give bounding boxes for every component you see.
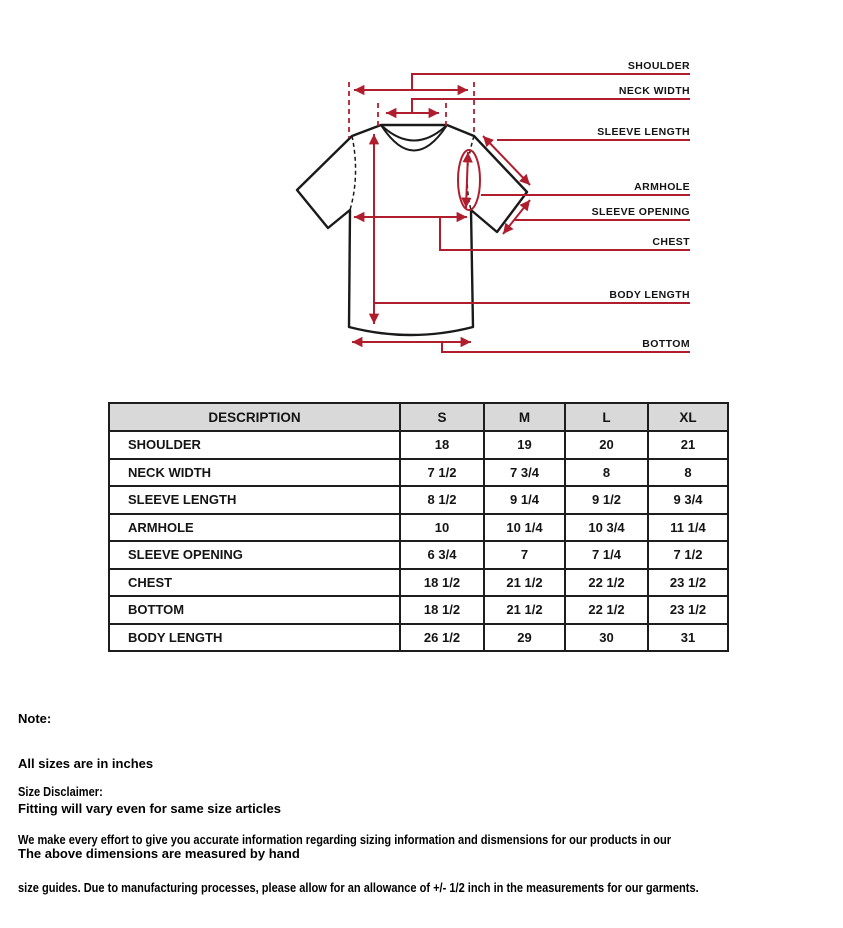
value-cell: 7 1/2	[648, 541, 728, 569]
value-cell: 9 1/4	[484, 486, 565, 514]
row-label-cell: CHEST	[109, 569, 400, 597]
value-cell: 23 1/2	[648, 569, 728, 597]
header-size-xl: XL	[648, 403, 728, 431]
disclaimer-line: We make every effort to give you accurate information regarding sizing information and dismensions for our products in our	[18, 832, 672, 847]
value-cell: 18 1/2	[400, 569, 484, 597]
table-row	[109, 624, 728, 652]
value-cell: 18 1/2	[400, 596, 484, 624]
value-cell: 22 1/2	[565, 596, 648, 624]
table-row	[109, 431, 728, 459]
note-line: The above dimensions are measured by hand	[18, 846, 300, 861]
disclaimer-line: size guides. Due to manufacturing processes, please allow for an allowance of +/- 1/2 inch in the measurements for our garments.	[18, 880, 699, 895]
value-cell: 10 1/4	[484, 514, 565, 542]
size-disclaimer-section	[18, 752, 843, 928]
note-line: All sizes are in inches	[18, 756, 154, 771]
disclaimer-title: Size Disclaimer:	[18, 784, 103, 799]
value-cell: 9 3/4	[648, 486, 728, 514]
armhole-seams	[350, 136, 474, 210]
value-cell: 22 1/2	[565, 569, 648, 597]
row-label-cell: SLEEVE LENGTH	[109, 486, 400, 514]
row-label-cell: BOTTOM	[109, 596, 400, 624]
sleeve-length-arrow	[483, 136, 530, 185]
table-row	[109, 569, 728, 597]
row-label-cell: NECK WIDTH	[109, 459, 400, 487]
collar-outer-arc	[381, 125, 447, 151]
header-size-s: S	[400, 403, 484, 431]
neck-width-leader	[412, 99, 690, 112]
value-cell: 26 1/2	[400, 624, 484, 652]
row-label-cell: BODY LENGTH	[109, 624, 400, 652]
value-cell: 8	[565, 459, 648, 487]
measurement-arrows	[352, 90, 530, 342]
note-title: Note:	[18, 711, 52, 726]
table-row	[109, 459, 728, 487]
table-row	[109, 514, 728, 542]
value-cell: 7	[484, 541, 565, 569]
label-sleeve-length: SLEEVE LENGTH	[597, 126, 690, 138]
row-label-cell: SHOULDER	[109, 431, 400, 459]
value-cell: 30	[565, 624, 648, 652]
value-cell: 23 1/2	[648, 596, 728, 624]
table-row	[109, 541, 728, 569]
value-cell: 7 1/2	[400, 459, 484, 487]
value-cell: 20	[565, 431, 648, 459]
value-cell: 11 1/4	[648, 514, 728, 542]
label-neck-width: NECK WIDTH	[618, 85, 690, 97]
tshirt-measurement-diagram	[0, 0, 825, 392]
label-armhole: ARMHOLE	[634, 181, 690, 193]
value-cell: 6 3/4	[400, 541, 484, 569]
value-cell: 10 3/4	[565, 514, 648, 542]
label-shoulder: SHOULDER	[627, 60, 690, 72]
value-cell: 8 1/2	[400, 486, 484, 514]
value-cell: 21 1/2	[484, 596, 565, 624]
note-line: Fitting will vary even for same size articles	[18, 801, 281, 816]
value-cell: 18	[400, 431, 484, 459]
row-label-cell: ARMHOLE	[109, 514, 400, 542]
value-cell: 21 1/2	[484, 569, 565, 597]
table-row	[109, 486, 728, 514]
header-size-l: L	[565, 403, 648, 431]
label-body-length: BODY LENGTH	[609, 289, 690, 301]
label-sleeve-opening: SLEEVE OPENING	[591, 206, 690, 218]
value-cell: 7 3/4	[484, 459, 565, 487]
value-cell: 9 1/2	[565, 486, 648, 514]
table-row	[109, 596, 728, 624]
value-cell: 19	[484, 431, 565, 459]
value-cell: 10	[400, 514, 484, 542]
value-cell: 21	[648, 431, 728, 459]
size-chart-table	[108, 402, 729, 652]
armhole-arrow	[466, 152, 468, 208]
table-header-row	[109, 403, 728, 431]
header-description: DESCRIPTION	[109, 403, 400, 431]
label-bottom: BOTTOM	[642, 338, 690, 350]
row-label-cell: SLEEVE OPENING	[109, 541, 400, 569]
value-cell: 29	[484, 624, 565, 652]
value-cell: 8	[648, 459, 728, 487]
value-cell: 31	[648, 624, 728, 652]
header-size-m: M	[484, 403, 565, 431]
label-chest: CHEST	[652, 236, 690, 248]
value-cell: 7 1/4	[565, 541, 648, 569]
